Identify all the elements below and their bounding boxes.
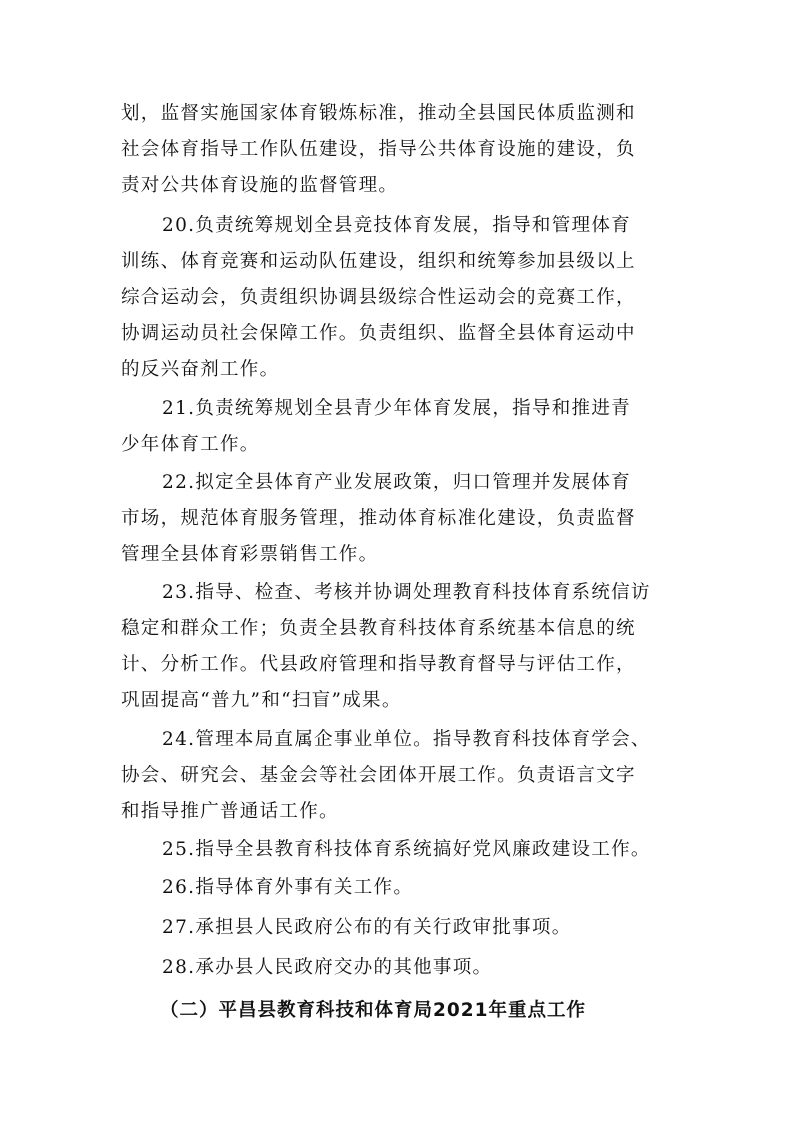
text-line: 巩固提高“普九”和“扫盲”成果。: [121, 690, 402, 711]
text-line: 少年体育工作。: [121, 434, 260, 455]
text-line: 的反兴奋剂工作。: [121, 359, 280, 380]
text-line: 训练、体育竞赛和运动队伍建设，组织和统筹参加县级以上: [121, 251, 636, 272]
text-line: 24.管理本局直属企事业单位。指导教育科技体育学会、: [162, 729, 651, 750]
text-line: 市场，规范体育服务管理，推动体育标准化建设，负责监督: [121, 508, 636, 529]
paragraph-19-continued: [121, 96, 681, 204]
text-line: 稳定和群众工作；负责全县教育科技体育系统基本信息的统: [121, 618, 636, 639]
text-line: 综合运动会，负责组织协调县级综合性运动会的竞赛工作，: [121, 287, 636, 308]
text-line: 和指导推广普通话工作。: [121, 801, 339, 822]
text-line: 22.拟定全县体育产业发展政策，归口管理并发展体育: [162, 472, 631, 493]
paragraph-23: [121, 575, 681, 719]
text-line: 责对公共体育设施的监督管理。: [121, 175, 399, 196]
text-line: 23.指导、检查、考核并协调处理教育科技体育系统信访: [162, 582, 651, 603]
section-heading: （二）平昌县教育科技和体育局2021年重点工作: [160, 1000, 586, 1021]
text-line: 20.负责统筹规划全县竞技体育发展，指导和管理体育: [162, 215, 631, 236]
text-line: 管理全县体育彩票销售工作。: [121, 544, 379, 565]
text-line: 25.指导全县教育科技体育系统搞好党风廉政建设工作。: [162, 839, 651, 860]
text-line: 26.指导体育外事有关工作。: [162, 877, 414, 898]
paragraph-26: [121, 870, 681, 906]
paragraph-21: [121, 391, 681, 463]
paragraph-20: [121, 208, 681, 388]
paragraph-25: [121, 832, 681, 868]
text-line: 计、分析工作。代县政府管理和指导教育督导与评估工作，: [121, 654, 636, 675]
paragraph-27: [121, 910, 681, 946]
paragraph-22: [121, 465, 681, 573]
paragraph-28: [121, 950, 681, 986]
text-line: 社会体育指导工作队伍建设，指导公共体育设施的建设，负: [121, 139, 636, 160]
text-line: 协调运动员社会保障工作。负责组织、监督全县体育运动中: [121, 323, 636, 344]
text-line: 28.承办县人民政府交办的其他事项。: [162, 957, 493, 978]
text-line: 协会、研究会、基金会等社会团体开展工作。负责语言文字: [121, 765, 636, 786]
paragraph-24: [121, 722, 681, 830]
text-line: 21.负责统筹规划全县青少年体育发展，指导和推进青: [162, 398, 631, 419]
text-line: 27.承担县人民政府公布的有关行政审批事项。: [162, 917, 572, 938]
text-line: 划，监督实施国家体育锻炼标准，推动全县国民体质监测和: [121, 103, 636, 124]
